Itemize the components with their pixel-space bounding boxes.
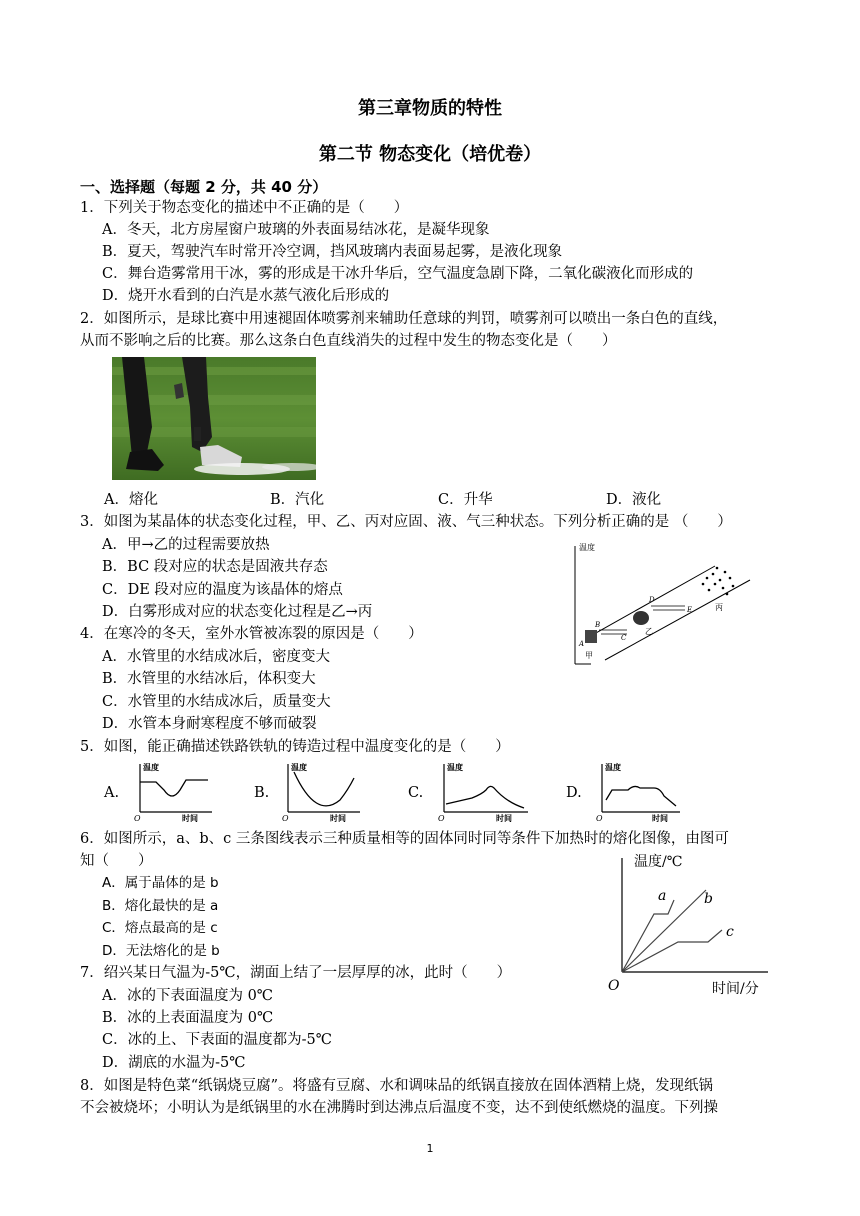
curve-c-label: c bbox=[726, 924, 734, 940]
question-5-option-a: A. bbox=[104, 785, 120, 801]
option-d-curve bbox=[594, 760, 686, 822]
question-6-option-a: A．属于晶体的是 b bbox=[102, 875, 219, 891]
question-4-option-a: A．水管里的水结成冰后，密度变大 bbox=[102, 649, 330, 665]
question-section-heading: 一、选择题（每题 2 分，共 40 分） bbox=[80, 178, 328, 196]
question-3-option-c: C．DE 段对应的温度为该晶体的熔点 bbox=[102, 582, 343, 598]
soccer-spray-photo bbox=[112, 357, 316, 480]
svg-text:温度: 温度 bbox=[447, 762, 463, 772]
question-2-stem-line1: 2．如图所示，是球比赛中用速褪固体喷雾剂来辅助任意球的判罚，喷雾剂可以喷出一条白色的直线， bbox=[80, 311, 728, 327]
question-2-option-b: B．汽化 bbox=[270, 492, 325, 508]
svg-text:时间: 时间 bbox=[652, 813, 668, 822]
question-2-option-d: D．液化 bbox=[606, 492, 662, 508]
question-8-stem-line2: 不会被烧坏；小明认为是纸锅里的水在沸腾时到达沸点后温度不变，达不到使纸燃烧的温度。下列操 bbox=[80, 1100, 718, 1116]
melting-graph bbox=[598, 848, 788, 998]
chapter-title: 第三章物质的特性 bbox=[358, 98, 502, 119]
question-4-stem: 4．在寒冷的冬天，室外水管被冻裂的原因是（ ） bbox=[80, 626, 423, 642]
question-1-option-a: A．冬天，北方房屋窗户玻璃的外表面易结冰花，是凝华现象 bbox=[102, 222, 490, 238]
question-3-option-b: B．BC 段对应的状态是固液共存态 bbox=[102, 559, 328, 575]
question-1-option-b: B．夏天，驾驶汽车时常开冷空调，挡风玻璃内表面易起雾，是液化现象 bbox=[102, 244, 563, 260]
question-5-option-b: B. bbox=[254, 785, 270, 801]
question-3-option-d: D．白雾形成对应的状态变化过程是乙→丙 bbox=[102, 604, 373, 620]
svg-text:温度: 温度 bbox=[605, 762, 621, 772]
question-2-option-a: A．熔化 bbox=[104, 492, 158, 508]
question-7-stem: 7．绍兴某日气温为-5℃，湖面上结了一层厚厚的冰，此时（ ） bbox=[80, 965, 512, 981]
state-label-d: D bbox=[649, 596, 655, 604]
question-4-option-b: B．水管里的水结冰后，体积变大 bbox=[102, 671, 316, 687]
state-label-c: C bbox=[621, 634, 627, 642]
question-6-stem-line2: 知（ ） bbox=[80, 853, 153, 869]
state-label-yi: 乙 bbox=[645, 627, 653, 636]
question-1-stem: 1．下列关于物态变化的描述中不正确的是（ ） bbox=[80, 200, 409, 216]
svg-text:O: O bbox=[134, 814, 141, 822]
state-label-a: A bbox=[579, 640, 585, 648]
melting-graph-origin: O bbox=[608, 978, 620, 994]
svg-text:时间: 时间 bbox=[330, 813, 346, 822]
page-number: 1 bbox=[426, 1142, 434, 1155]
svg-text:温度: 温度 bbox=[143, 762, 159, 772]
question-6-option-c: C．熔点最高的是 c bbox=[102, 920, 218, 936]
state-change-diagram bbox=[565, 538, 765, 668]
option-a-curve bbox=[132, 760, 216, 822]
option-b-curve bbox=[280, 760, 364, 822]
question-8-stem-line1: 8．如图是特色菜“纸锅烧豆腐”。将盛有豆腐、水和调味品的纸锅直接放在固体酒精上烧，发现纸锅 bbox=[80, 1078, 714, 1094]
state-diagram-ylabel: 温度 bbox=[579, 543, 595, 552]
svg-text:时间: 时间 bbox=[182, 813, 198, 822]
question-5-stem: 5．如图，能正确描述铁路铁轨的铸造过程中温度变化的是（ ） bbox=[80, 739, 510, 755]
svg-text:O: O bbox=[282, 814, 289, 822]
svg-text:O: O bbox=[596, 814, 603, 822]
question-6-option-d: D．无法熔化的是 b bbox=[102, 943, 220, 959]
question-1-option-d: D．烧开水看到的白汽是水蒸气液化后形成的 bbox=[102, 288, 390, 304]
question-7-option-c: C．冰的上、下表面的温度都为-5℃ bbox=[102, 1032, 332, 1048]
question-7-option-b: B．冰的上表面温度为 0℃ bbox=[102, 1010, 274, 1026]
state-label-jia: 甲 bbox=[585, 651, 593, 660]
question-1-option-c: C．舞台造雾常用干冰，雾的形成是干冰升华后，空气温度急剧下降，二氧化碳液化而形成的 bbox=[102, 266, 694, 282]
question-2-option-c: C．升华 bbox=[438, 492, 493, 508]
question-4-option-d: D．水管本身耐寒程度不够而破裂 bbox=[102, 716, 317, 732]
question-7-option-a: A．冰的下表面温度为 0℃ bbox=[102, 988, 274, 1004]
option-c-curve bbox=[436, 760, 532, 822]
question-7-option-d: D．湖底的水温为-5℃ bbox=[102, 1055, 246, 1071]
question-3-option-a: A．甲→乙的过程需要放热 bbox=[102, 537, 270, 553]
curve-b-label: b bbox=[704, 891, 713, 907]
question-5-option-d: D. bbox=[566, 785, 582, 801]
melting-graph-ylabel: 温度/℃ bbox=[634, 854, 683, 870]
state-label-bing: 丙 bbox=[715, 603, 723, 612]
svg-text:温度: 温度 bbox=[291, 762, 307, 772]
curve-a-label: a bbox=[658, 888, 667, 904]
question-3-stem: 3．如图为某晶体的状态变化过程，甲、乙、丙对应固、液、气三种状态。下列分析正确的是 （ ） bbox=[80, 514, 732, 530]
melting-graph-xlabel: 时间/分 bbox=[712, 981, 759, 997]
question-2-stem-line2: 从而不影响之后的比赛。那么这条白色直线消失的过程中发生的物态变化是（ ） bbox=[80, 333, 617, 349]
state-label-e: E bbox=[687, 606, 693, 614]
question-6-stem-line1: 6．如图所示，a、b、c 三条图线表示三种质量相等的固体同时同等条件下加热时的熔化图像，由图可 bbox=[80, 831, 729, 847]
section-title: 第二节 物态变化（培优卷） bbox=[318, 144, 542, 165]
svg-text:O: O bbox=[438, 814, 445, 822]
svg-text:时间: 时间 bbox=[496, 813, 512, 822]
question-6-option-b: B．熔化最快的是 a bbox=[102, 898, 219, 914]
question-5-option-c: C. bbox=[408, 785, 424, 801]
question-4-option-c: C．水管里的水结成冰后，质量变大 bbox=[102, 694, 331, 710]
state-label-b: B bbox=[595, 621, 601, 629]
